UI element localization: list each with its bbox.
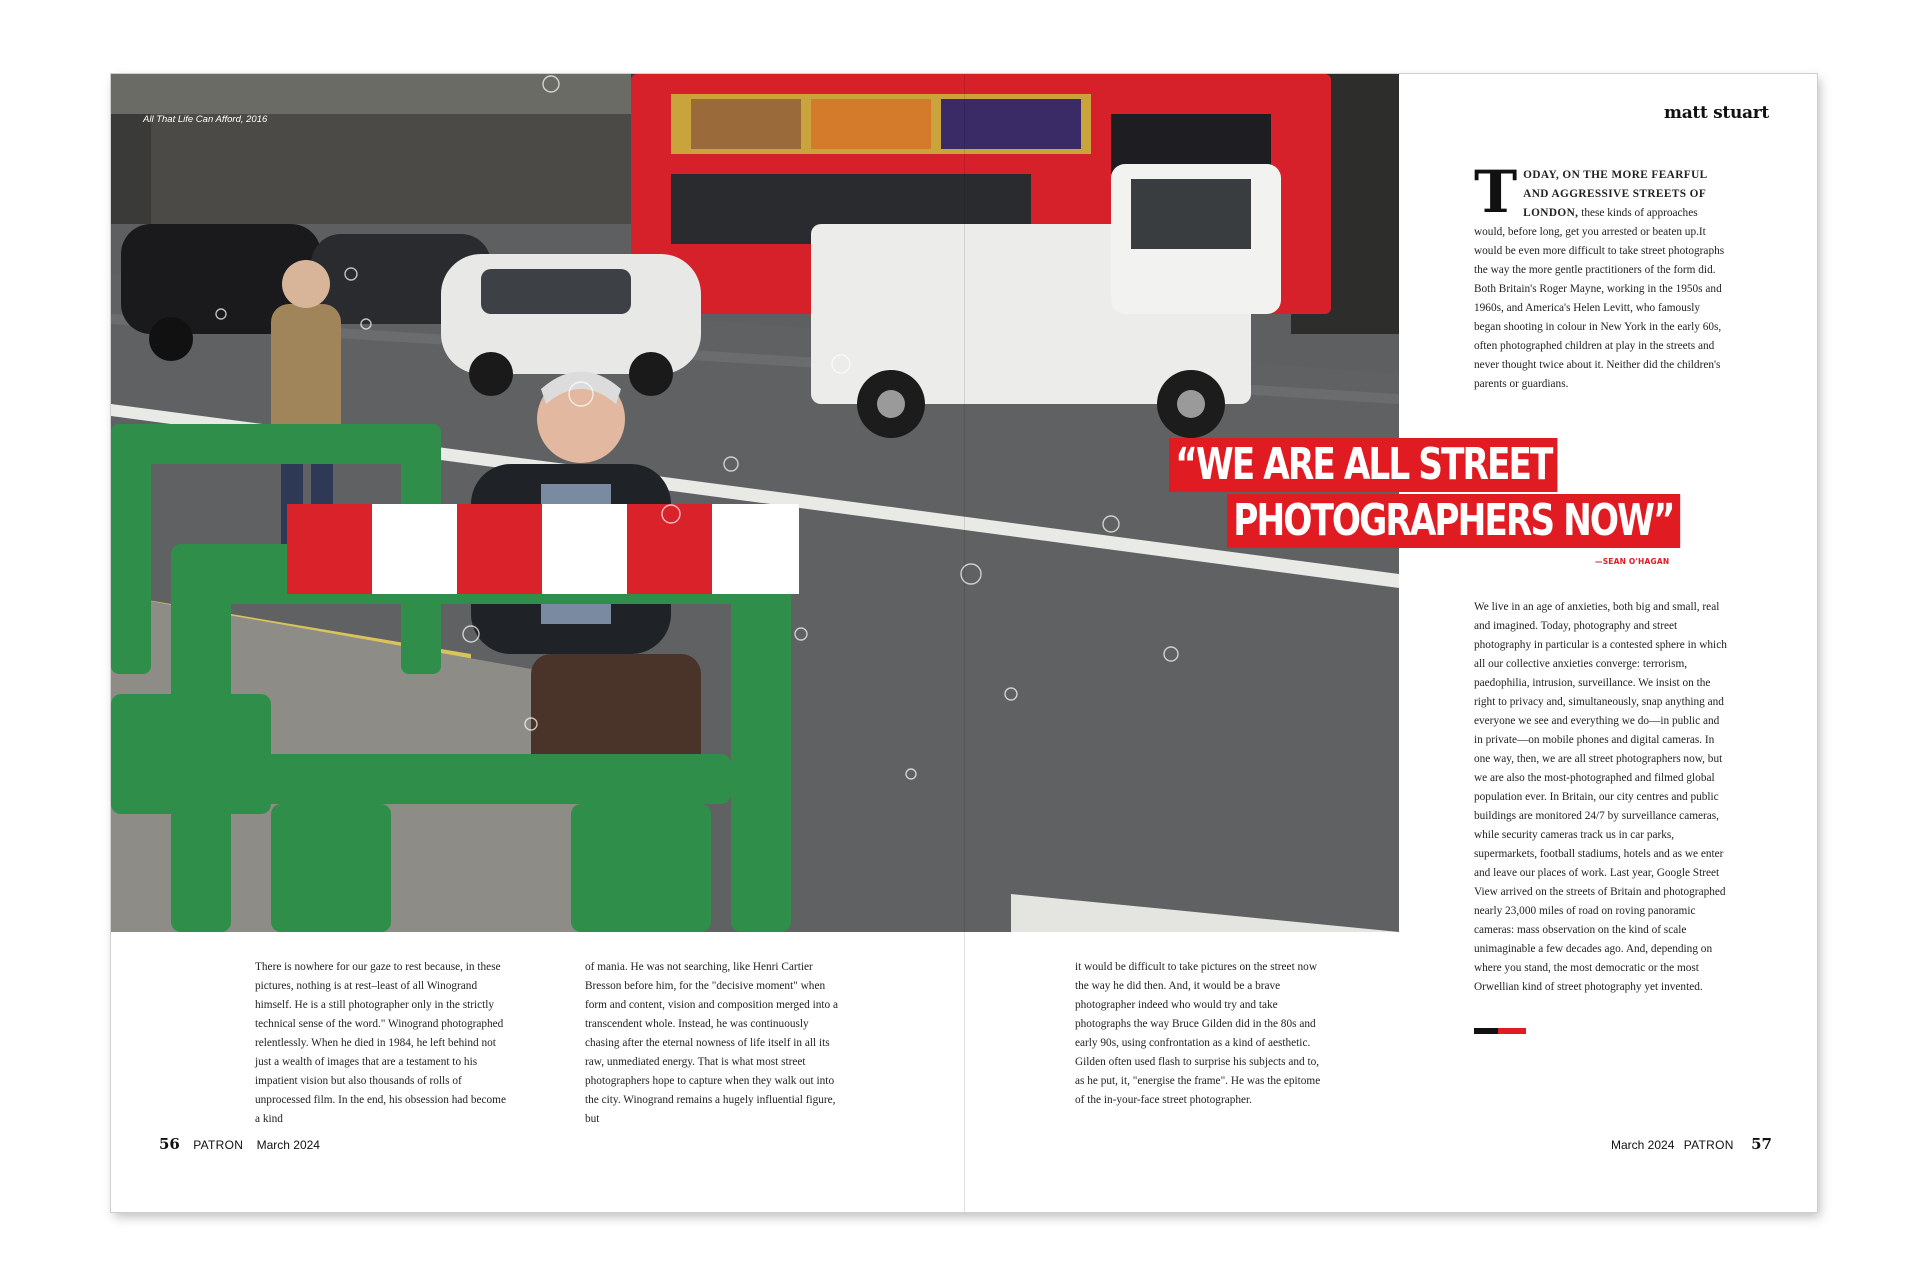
page-number-left: 56 [159,1135,180,1153]
body-column-2: of mania. He was not searching, like Henri Cartier Bresson before him, for the "decisive moment" when form and content, vision and composition merged into a transcendent whole. Instead, he was continuously chasing after the eternal nowness of life itself in all its raw, unmediated energy. That is what most street photographers hope to capture when they walk out into the city. Winogrand remains a hugely influential figure, but [585,961,838,1125]
intro-lead: ODAY, ON THE MORE FEARFUL AND AGGRESSIVE STREETS OF LONDON, [1523,169,1707,219]
drop-cap: T [1474,158,1518,226]
publication-name-right: PATRON [1683,1138,1734,1152]
folio-left [159,1135,330,1153]
end-mark-black [1474,1028,1498,1034]
magazine-spread [111,74,1817,1212]
issue-date-right: March 2024 [1611,1138,1675,1152]
end-mark-red [1498,1028,1526,1034]
pull-quote-attribution: —SEAN O'HAGAN [1595,557,1670,566]
pull-quote-line-2: PHOTOGRAPHERS NOW” [1227,494,1680,548]
body-column-1: There is nowhere for our gaze to rest because, in these pictures, nothing is at rest–least of all Winogrand himself. He is a still photographer only in the strictly technical sense of the word." Winogrand photographed relentlessly. When he died in 1984, he left behind not just a wealth of images that are a testament to his impatient vision but also thousands of rolls of unprocessed film. In the end, his obsession had become a kind [255,961,506,1125]
intro-paragraph [1474,158,1726,394]
photo-caption: All That Life Can Afford, 2016 [143,114,268,125]
intro-text: these kinds of approaches would, before long, get you arrested or beaten up.It would be even more difficult to take street photographs the way the more gentle practitioners of the form did. Both Britain's Roger Mayne, working in the 1950s and 1960s, and America's Helen Levitt, who famously began shooting in colour in New York in the early 60s, often photographed children at play in the streets and never thought twice about it. Neither did the children's parents or guardians. [1474,207,1725,390]
pull-quote-line-1: “WE ARE ALL STREET [1169,438,1558,492]
page-number-right: 57 [1751,1135,1772,1153]
folio-right [1611,1135,1772,1153]
body-column-4: We live in an age of anxieties, both big and small, real and imagined. Today, photography and street photography in particular is a contested sphere in which all our collective anxieties converge: terrorism, paedophilia, intrusion, surveillance. We insist on the right to privacy and, simultaneously, snap anything and everyone we see and everything we do—in public and in private—on mobile phones and digital cameras. In one way, then, we are all street photographers now, but we are also the most-photographed and filmed global population ever. In Britain, our city centres and public buildings are monitored 24/7 by surveillance cameras, while security cameras track us in car parks, supermarkets, football stadiums, hotels and as we enter and leave our places of work. Last year, Google Street View arrived on the streets of Britain and photographed nearly 23,000 miles of road on roving panoramic cameras: mass observation on the kind of scale unimaginable a few decades ago. And, depending on where you stand, the most democratic or the most Orwellian kind of street photography yet invented. [1474,601,1727,993]
feature-photo [111,74,1399,932]
spread-gutter [964,74,965,1212]
author-name: matt stuart [1664,103,1769,123]
article-end-mark [1474,1028,1526,1034]
body-column-3: it would be difficult to take pictures on the street now the way he did then. And, it would be a brave photographer indeed who would try and take photographs the way Bruce Gilden did in the 80s and early 90s, using confrontation as a kind of aesthetic. Gilden often used flash to surprise his subjects and to, as he put, it, "energise the frame". He was the epitome of the in-your-face street photographer. [1075,961,1321,1106]
publication-name-left: PATRON [193,1138,244,1152]
issue-date-left: March 2024 [256,1138,320,1152]
street-photo-illustration [111,74,1399,932]
